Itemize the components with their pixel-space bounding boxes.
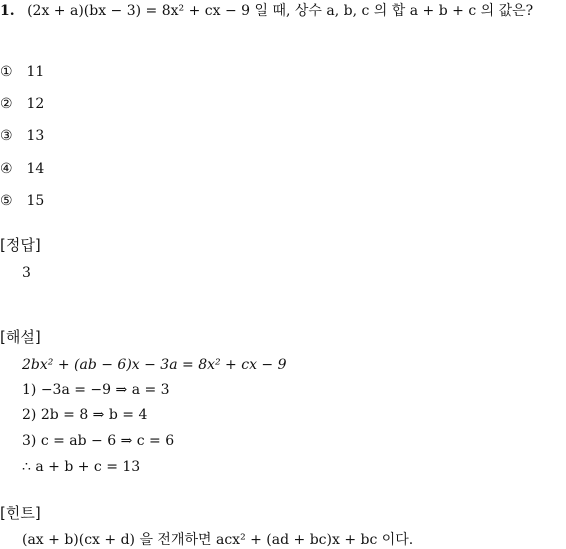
question-text: (2x + a)(bx − 3) = 8x² + cx − 9 일 때, 상수 a, b, c 의 합 a + b + c 의 값은? <box>27 3 534 19</box>
hint-label: [힌트] <box>0 504 41 522</box>
choice-mark: ③ <box>0 128 13 144</box>
question-line <box>0 2 533 20</box>
choice-value: 15 <box>26 193 45 209</box>
explanation-line: 3) c = ab − 6 ⇒ c = 6 <box>22 433 175 449</box>
choice-1[interactable] <box>0 63 44 81</box>
explanation-line: 2bx² + (ab − 6)x − 3a = 8x² + cx − 9 <box>22 357 287 373</box>
choice-mark: ⑤ <box>0 193 13 209</box>
explanation-line: ∴ a + b + c = 13 <box>22 459 141 475</box>
choice-2[interactable] <box>0 95 44 113</box>
explanation-label: [해설] <box>0 328 41 346</box>
choice-value: 13 <box>26 128 45 144</box>
choice-3[interactable] <box>0 127 44 145</box>
choice-mark: ② <box>0 96 13 112</box>
choice-value: 14 <box>26 161 45 177</box>
explanation-line: 1) −3a = −9 ⇒ a = 3 <box>22 382 170 398</box>
choice-mark: ① <box>0 64 13 80</box>
choice-5[interactable] <box>0 192 44 210</box>
question-number: 1. <box>0 3 15 19</box>
choice-mark: ④ <box>0 161 13 177</box>
explanation-line: 2) 2b = 8 ⇒ b = 4 <box>22 407 148 423</box>
choice-value: 11 <box>26 64 45 80</box>
choice-value: 12 <box>26 96 45 112</box>
choice-4[interactable] <box>0 160 44 178</box>
answer-label: [정답] <box>0 236 41 254</box>
answer-value: 3 <box>22 265 31 281</box>
hint-text: (ax + b)(cx + d) 을 전개하면 acx² + (ad + bc)x + bc 이다. <box>22 532 414 548</box>
